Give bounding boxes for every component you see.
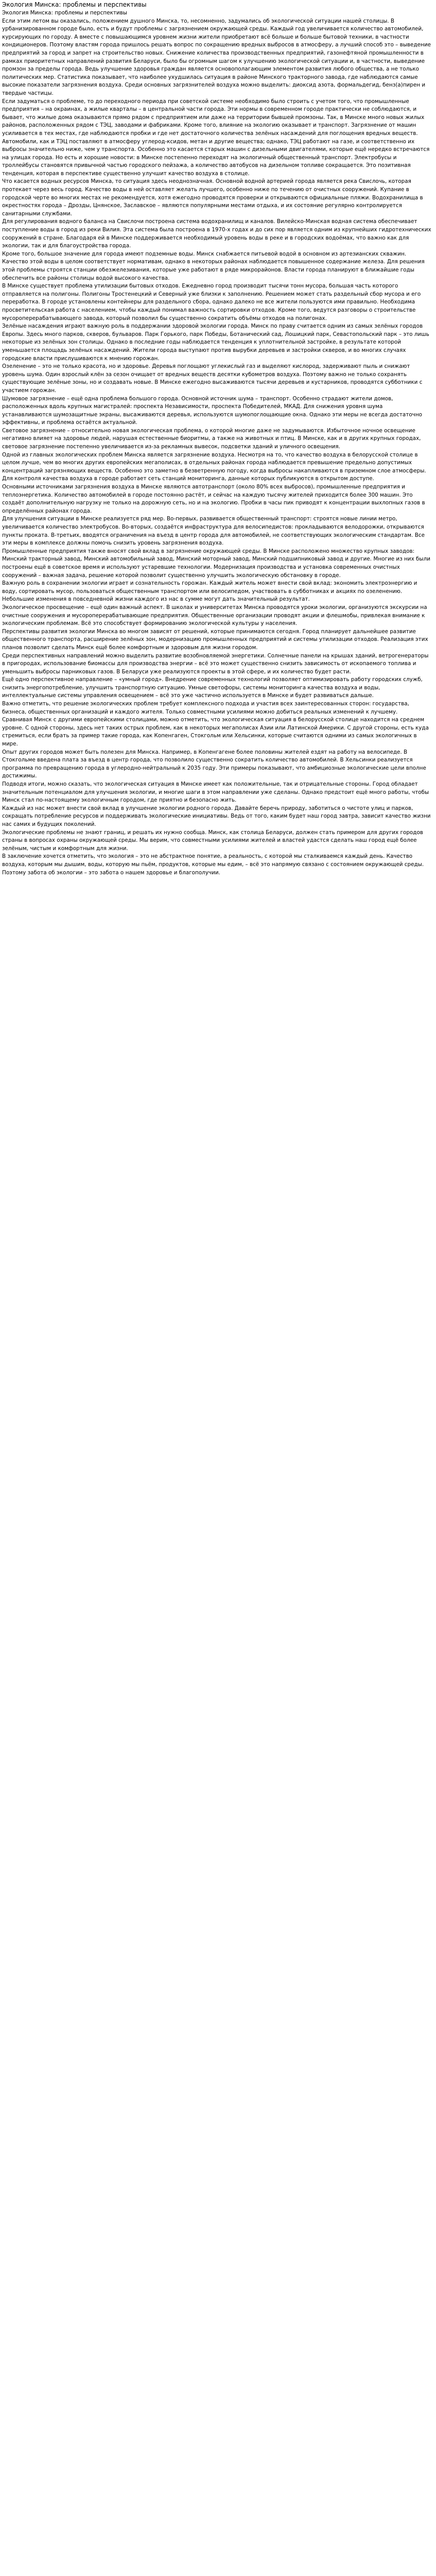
article-paragraph: Для улучшения ситуации в Минске реализуется ряд мер. Во-первых, развивается общественный транспорт: строятся новые линии метро, увеличивается количество электробусов. Во-вторых, создаётся инфраструктура для велосипедистов: прокладываются велодорожки, открываются пункты проката. В-третьих, вводятся ограничения на въезд в центр города для автомобилей, не соответствующих экологическим стандартам. Все эти меры в комплексе должны помочь снизить уровень загрязнения воздуха. [2,516,425,547]
article-page [0,0,436,877]
article-paragraph: Ещё одно перспективное направление – «умный город». Внедрение современных технологий позволяет оптимизировать работу городских служб, снизить энергопотребление, улучшить транспортную ситуацию. Умные светофоры, системы мониторинга качества воздуха и воды, интеллектуальные системы управления освещением – всё это уже частично используется в Минске и будет развиваться дальше. [2,676,423,699]
article-paragraph: Для регулирования водного баланса на Свислочи построена система водохранилищ и каналов. Вилейско-Минская водная система обеспечивает поступление воды в город из реки Вилия. Эта система была построена в 1970-х годах и до сих пор является одним из крупнейших гидротехнических сооружений в стране. Благодаря ей в Минске поддерживается необходимый уровень воды в реке и в городских водоёмах, что важно как для экологии, так и для благоустройства города. [2,218,431,249]
article-paragraph: Сравнивая Минск с другими европейскими столицами, можно отметить, что экологическая ситуация в белорусской столице находится на среднем уровне. С одной стороны, здесь нет таких острых проблем, как в некоторых мегаполисах Азии или Латинской Америки. С другой стороны, есть куда стремиться, если брать за пример такие города, как Копенгаген, Стокгольм или Хельсинки, которые считаются одними из самых экологичных в мире. [2,717,429,748]
article-paragraph: Автомобили, как и ТЭЦ поставляют в атмосферу углерод-ксидов, метан и другие вещества; однако, ТЭЦ работают на газе, и соответственно их выбросы значительно ниже, чем у транспорта. Особенно это касается старых машин с дизельными двигателями, которые ещё нередко встречаются на улицах города. Но есть и хорошие новости: в Минске постепенно переходят на экологичный общественный транспорт. Электробусы и троллейбусы становятся привычной частью городского пейзажа, а количество автобусов на дизельном топливе сокращается. Это позитивная тенденция, которая в перспективе существенно улучшит качество воздуха в столице. [2,138,430,177]
article-title: Экология Минска: проблемы и перспективы [2,1,147,8]
article-paragraph: Зелёные насаждения играют важную роль в поддержании здоровой экологии города. Минск по праву считается одним из самых зелёных городов Европы. Здесь много парков, скверов, бульваров. Парк Горького, парк Победы, Ботанический сад, Лошицкий парк, Севастопольский парк – это лишь некоторые из зелёных зон столицы. Однако в последние годы наблюдается тенденция к уплотнительной застройке, в результате которой уменьшается площадь зелёных насаждений. Жители города выступают против вырубки деревьев и застройки скверов, и во многих случаях городские власти прислушиваются к мнению горожан. [2,323,429,362]
article-paragraph: Перспективы развития экологии Минска во многом зависят от решений, которые принимаются сегодня. Город планирует дальнейшее развитие общественного транспорта, расширение зелёных зон, модернизацию промышленных предприятий и системы утилизации отходов. Реализация этих планов позволит сделать Минск ещё более комфортным и здоровым для жизни городом. [2,628,428,651]
article-paragraph: В заключение хочется отметить, что экология – это не абстрактное понятие, а реальность, с которой мы сталкиваемся каждый день. Качество воздуха, которым мы дышим, воды, которую мы пьём, продуктов, которые мы едим, – всё это напрямую связано с состоянием окружающей среды. Поэтому забота об экологии – это забота о нашем здоровье и благополучии. [2,853,424,876]
article-paragraph: Одной из главных экологических проблем Минска является загрязнение воздуха. Несмотря на то, что качество воздуха в белорусской столице в целом лучше, чем во многих других европейских мегаполисах, в отдельных районах города наблюдается превышение предельно допустимых концентраций загрязняющих веществ. Особенно это заметно в безветренную погоду, когда выбросы накапливаются в приземном слое атмосферы. Для контроля качества воздуха в городе работает сеть станций мониторинга, данные которых публикуются в открытом доступе. [2,451,426,482]
article-paragraph: Что касается водных ресурсов Минска, то ситуация здесь неоднозначная. Основной водной артерией города является река Свислочь, которая протекает через весь город. Качество воды в ней оставляет желать лучшего, особенно ниже по течению от очистных сооружений. Купание в городской черте во многих местах не рекомендуется, хотя ежегодно проводятся проверки и открываются официальные пляжи. Водохранилища в окрестностях города – Дрозды, Цнянское, Заславское – являются популярными местами отдыха, и их состояние регулярно контролируется санитарными службами. [2,178,423,217]
article-paragraph: Важную роль в сохранении экологии играет и сознательность горожан. Каждый житель может внести свой вклад: экономить электроэнергию и воду, сортировать мусор, пользоваться общественным транспортом или велосипедом, участвовать в субботниках и акциях по озеленению. Небольшие изменения в повседневной жизни каждого из нас в сумме могут дать значительный результат. [2,580,417,603]
article-paragraph: Экология Минска: проблемы и перспективы [2,10,128,16]
article-paragraph: Экологические проблемы не знают границ, и решать их нужно сообща. Минск, как столица Беларуси, должен стать примером для других городов страны в вопросах охраны окружающей среды. Мы верим, что совместными усилиями жителей и властей удастся сделать наш город ещё более зелёным, чистым и комфортным для жизни. [2,829,423,852]
article-paragraph: Озеленение – это не только красота, но и здоровье. Деревья поглощают углекислый газ и выделяют кислород, задерживают пыль и снижают уровень шума. Один взрослый клён за сезон очищает от вредных веществ десятки кубометров воздуха. Поэтому важно не только сохранять существующие зелёные зоны, но и создавать новые. В Минске ежегодно высаживаются тысячи деревьев и кустарников, проводятся субботники с участием горожан. [2,363,423,394]
article-paragraph: Если задуматься о проблеме, то до переходного периода при советской системе необходимо было строить с учетом того, что промышленные предприятия – на окраинах, а жилые кварталы – в центральной части города. Эти нормы в современном городе практически не соблюдаются, и бывает, что жилые дома оказываются прямо рядом с предприятием или даже на территории бывшей промзоны. Так, в Минске много новых жилых районов, расположенных рядом с ТЭЦ, заводами и фабриками. Кроме того, влияние на экологию оказывает и транспорт. Загрязнение от машин усиливается в тех местах, где наблюдаются пробки и где нет достаточного количества зелёных насаждений для поглощения вредных веществ. [2,98,425,137]
article-paragraph: Основными источниками загрязнения воздуха в Минске являются автотранспорт (около 80% всех выбросов), промышленные предприятия и теплоэнергетика. Количество автомобилей в городе постоянно растёт, и сейчас на каждую тысячу жителей приходится более 300 машин. Это создаёт дополнительную нагрузку не только на дорожную сеть, но и на экологию. Пробки в часы пик приводят к концентрации выхлопных газов в определённых районах города. [2,484,425,514]
article-paragraph: Каждый из нас может внести свой вклад в улучшение экологии родного города. Давайте беречь природу, заботиться о чистоте улиц и парков, сокращать потребление ресурсов и поддерживать экологические инициативы. Ведь от того, каким будет наш город завтра, зависит качество жизни нас самих и будущих поколений. [2,805,431,827]
article-paragraph: Опыт других городов может быть полезен для Минска. Например, в Копенгагене более половины жителей ездят на работу на велосипеде. В Стокгольме введена плата за въезд в центр города, что позволило существенно сократить количество автомобилей. В Хельсинки реализуется программа по превращению города в углеродно-нейтральный к 2035 году. Эти примеры показывают, что амбициозные экологические цели вполне достижимы. [2,749,426,779]
article-paragraph: Подводя итоги, можно сказать, что экологическая ситуация в Минске имеет как положительные, так и отрицательные стороны. Город обладает значительным потенциалом для улучшения экологии, и многие шаги в этом направлении уже сделаны. Однако предстоит ещё много работы, чтобы Минск стал по-настоящему экологичным городом, где приятно и безопасно жить. [2,781,429,804]
article-paragraph: Световое загрязнение – относительно новая экологическая проблема, о которой многие даже не задумываются. Избыточное ночное освещение негативно влияет на здоровье людей, нарушая естественные биоритмы, а также на животных и птиц. В Минске, как и в других крупных городах, световое загрязнение постепенно увеличивается из-за рекламных вывесок, подсветки зданий и уличного освещения. [2,427,421,450]
article-paragraph: Кроме того, большое значение для города имеют подземные воды. Минск снабжается питьевой водой в основном из артезианских скважин. Качество этой воды в целом соответствует нормативам, однако в некоторых районах наблюдается повышенное содержание железа. Для решения этой проблемы строятся станции обезжелезивания, которые уже работают в ряде микрорайонов. Власти города планируют в ближайшие годы обеспечить все районы столицы водой высокого качества. [2,250,425,281]
article-paragraph: Промышленные предприятия также вносят свой вклад в загрязнение окружающей среды. В Минске расположено множество крупных заводов: Минский тракторный завод, Минский автомобильный завод, Минский моторный завод, Минский подшипниковый завод и другие. Многие из них были построены ещё в советское время и используют устаревшие технологии. Модернизация производства и установка современных очистных сооружений – важная задача, решение которой позволит существенно улучшить экологическую обстановку в городе. [2,548,431,579]
article-paragraph: Если этим летом вы оказались, положением душного Минска, то, несомненно, задумались об экологической ситуации нашей столицы. В урбанизированном городе было, есть и будут проблемы с загрязнением окружающей среды. Каждый год увеличивается количество автомобилей, курсирующих по городу. А вместе с повышающимся уровнем жизни жители приобретают всё больше и больше бытовой техники, в частности кондиционеров. Поэтому властям города пришлось решать вопрос по сокращению вредных выбросов в атмосферу, а лучший способ это – выведение предприятий за город и запрет на строительство новых. Снижение количества производственных предприятий, газонефтяной промышленности в рамках приоритетных направлений развития Беларуси, было бы огромным шагом к улучшению экологической ситуации и, в частности, выведение промзон за пределы города. Ведь улучшение здоровья граждан является основополагающим элементом развития любого общества, а не только политических мер. Статистика показывает, что наиболее ухудшилась ситуация в районе Минского тракторного завода, где наблюдаются самые высокие показатели загрязнения воздуха. Среди основных загрязнителей воздуха можно выделить: диоксид азота, формальдегид, бенз(а)пирен и твердые частицы. [2,18,431,96]
article-paragraph: Важно отметить, что решение экологических проблем требует комплексного подхода и участия всех заинтересованных сторон: государства, бизнеса, общественных организаций и каждого жителя. Только совместными усилиями можно добиться реальных изменений к лучшему. [2,701,409,715]
article-paragraph: Шумовое загрязнение – ещё одна проблема большого города. Основной источник шума – транспорт. Особенно страдают жители домов, расположенных вдоль крупных магистралей: проспекта Независимости, проспекта Победителей, МКАД. Для снижения уровня шума устанавливаются шумозащитные экраны, высаживаются деревья, используются шумопоглощающие окна. Однако эти меры не всегда достаточно эффективны, и проблема остаётся актуальной. [2,395,422,426]
article-paragraph: Среди перспективных направлений можно выделить развитие возобновляемой энергетики. Солнечные панели на крышах зданий, ветрогенераторы в пригородах, использование биомассы для производства энергии – всё это может существенно снизить зависимость от ископаемого топлива и уменьшить выбросы парниковых газов. В Беларуси уже реализуются проекты в этой сфере, и их количество будет расти. [2,652,429,675]
article-paragraph: В Минске существует проблема утилизации бытовых отходов. Ежедневно город производит тысячи тонн мусора, большая часть которого отправляется на полигоны. Полигоны Тростенецкий и Северный уже близки к заполнению. Решением может стать раздельный сбор мусора и его переработка. В городе установлены контейнеры для раздельного сбора, однако далеко не все жители пользуются ими правильно. Необходима просветительская работа с населением, чтобы каждый понимал важность сортировки отходов. Кроме того, ведутся разговоры о строительстве мусороперерабатывающего завода, который позволил бы существенно сократить объёмы отходов на полигонах. [2,283,421,321]
article-paragraph: Экологическое просвещение – ещё один важный аспект. В школах и университетах Минска проводятся уроки экологии, организуются экскурсии на очистные сооружения и мусороперерабатывающие предприятия. Общественные организации проводят акции и флешмобы, привлекая внимание к экологическим проблемам. Всё это способствует формированию экологической культуры у населения. [2,604,427,627]
article-body [2,9,433,877]
